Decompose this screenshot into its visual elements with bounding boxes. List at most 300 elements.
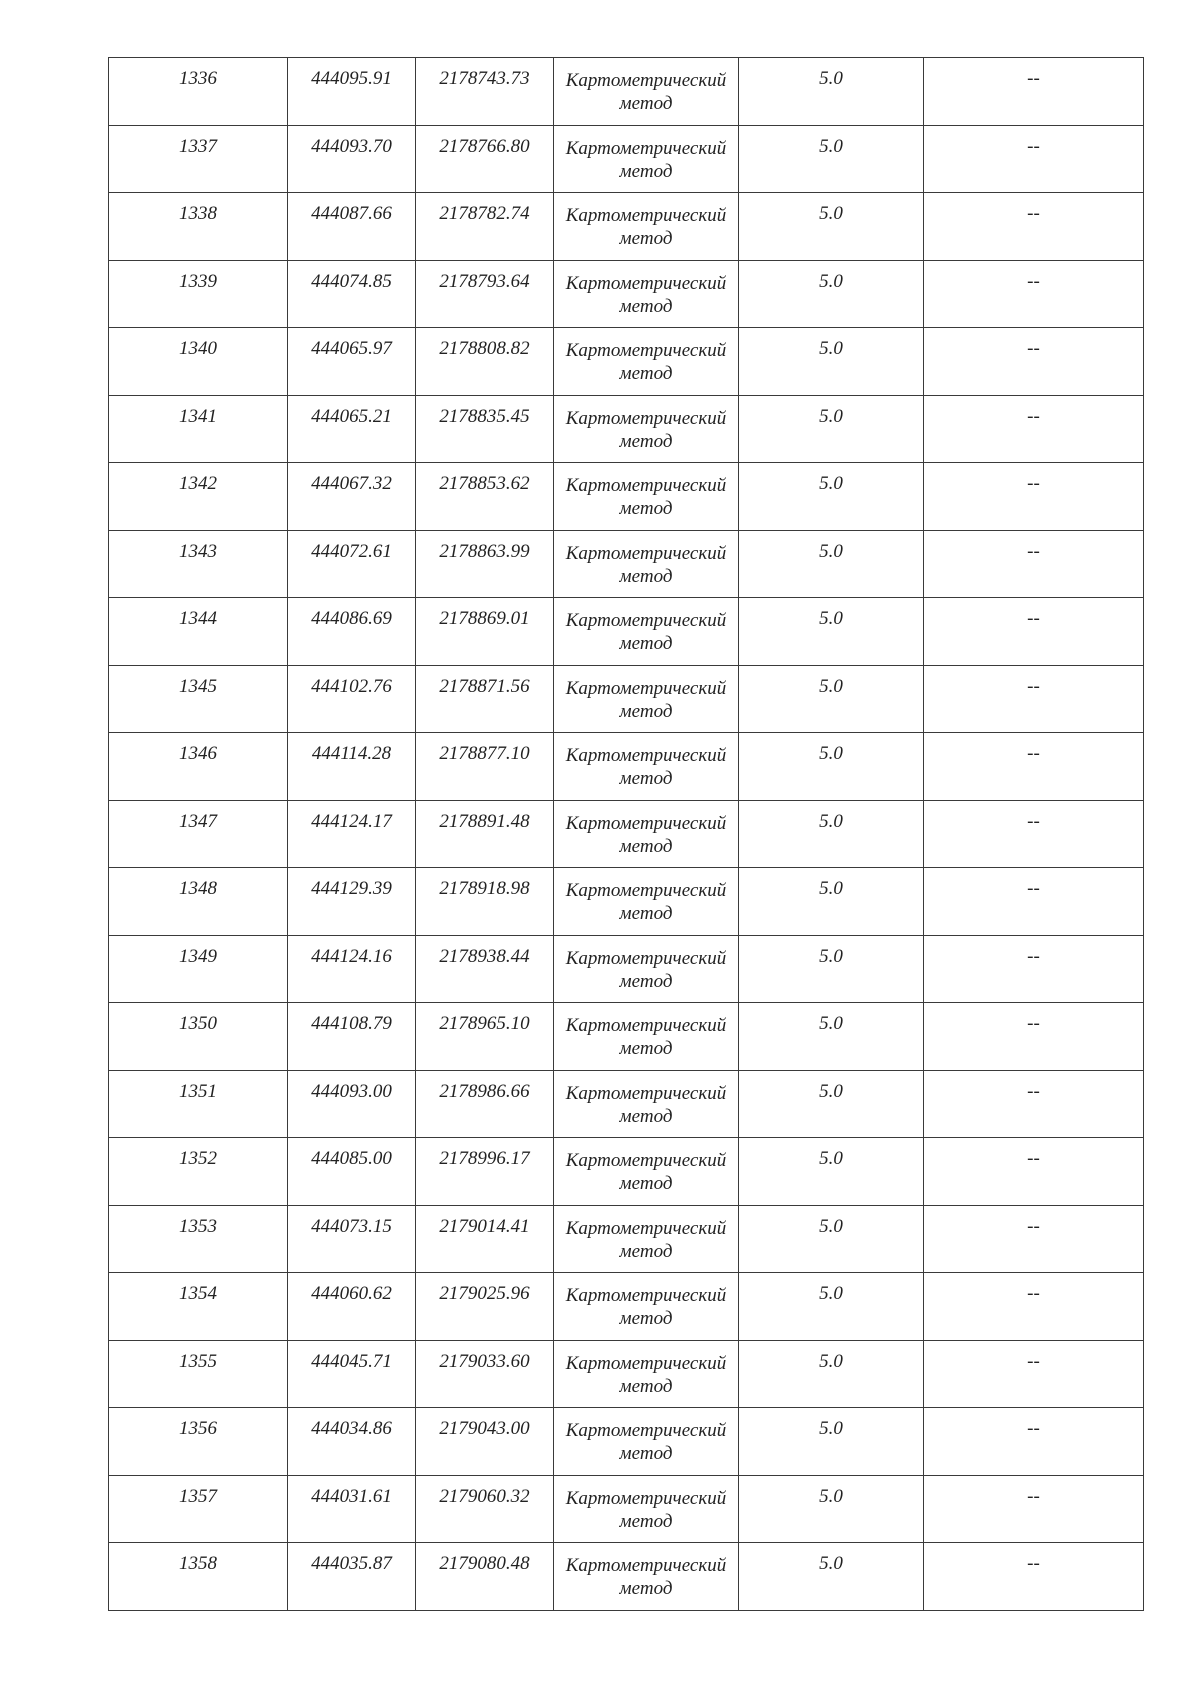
y-coordinate-cell [416,733,554,801]
note-cell [924,1543,1144,1611]
method-cell-text: Картометрический метод [565,340,727,384]
point-number-cell-text: 1356 [179,1418,217,1439]
point-number-cell-text: 1351 [179,1080,217,1102]
y-coordinate-cell-text: 2178877.10 [439,743,530,764]
method-cell-text: Картометрический метод [565,1285,727,1329]
accuracy-cell-text: 5.0 [819,540,843,562]
method-cell [554,1340,739,1408]
x-coordinate-cell-text: 444035.87 [311,1553,392,1574]
method-cell [554,395,739,463]
table-row [109,1408,1144,1476]
method-cell [554,1408,739,1476]
point-number-cell [109,800,288,868]
method-cell [554,530,739,598]
accuracy-cell-text: 5.0 [819,1283,843,1304]
accuracy-cell [739,1205,924,1273]
note-cell-text: -- [1027,743,1040,764]
method-cell [554,1273,739,1341]
y-coordinate-cell [416,1003,554,1071]
accuracy-cell-text: 5.0 [819,270,843,292]
table-row [109,328,1144,396]
note-cell-text: -- [1027,338,1040,359]
point-number-cell-text: 1343 [179,540,217,562]
table-row [109,1273,1144,1341]
accuracy-cell-text: 5.0 [819,1215,843,1237]
x-coordinate-cell [288,1340,416,1408]
table-row [109,530,1144,598]
y-coordinate-cell [416,193,554,261]
y-coordinate-cell-text: 2178743.73 [439,68,530,89]
accuracy-cell [739,1003,924,1071]
method-cell [554,1003,739,1071]
point-number-cell [109,395,288,463]
table-row [109,665,1144,733]
y-coordinate-cell [416,395,554,463]
y-coordinate-cell-text: 2178869.01 [439,608,530,629]
x-coordinate-cell-text: 444045.71 [311,1350,392,1372]
point-number-cell-text: 1354 [179,1283,217,1304]
accuracy-cell-text: 5.0 [819,878,843,899]
note-cell [924,193,1144,261]
accuracy-cell [739,1138,924,1206]
x-coordinate-cell-text: 444124.16 [311,945,392,967]
accuracy-cell-text: 5.0 [819,1013,843,1034]
x-coordinate-cell-text: 444034.86 [311,1418,392,1439]
table-row [109,935,1144,1003]
accuracy-cell [739,598,924,666]
table-row [109,1070,1144,1138]
note-cell [924,58,1144,126]
accuracy-cell-text: 5.0 [819,675,843,697]
x-coordinate-cell-text: 444114.28 [311,743,392,764]
point-number-cell-text: 1346 [179,743,217,764]
x-coordinate-cell [288,260,416,328]
note-cell [924,260,1144,328]
point-number-cell-text: 1345 [179,675,217,697]
method-cell-text: Картометрический метод [565,1150,727,1194]
method-cell-text: Картометрический метод [565,880,727,924]
method-cell-text: Картометрический метод [565,475,727,519]
y-coordinate-cell-text: 2179043.00 [439,1418,530,1439]
x-coordinate-cell [288,1475,416,1543]
note-cell-text: -- [1027,540,1040,562]
y-coordinate-cell-text: 2178793.64 [439,270,530,292]
x-coordinate-cell [288,1070,416,1138]
method-cell-text: Картометрический метод [565,1015,727,1059]
x-coordinate-cell-text: 444085.00 [311,1148,392,1169]
x-coordinate-cell-text: 444067.32 [311,473,392,494]
accuracy-cell [739,395,924,463]
x-coordinate-cell [288,935,416,1003]
y-coordinate-cell [416,1205,554,1273]
note-cell-text: -- [1027,1553,1040,1574]
x-coordinate-cell [288,193,416,261]
method-cell [554,463,739,531]
y-coordinate-cell [416,463,554,531]
point-number-cell [109,260,288,328]
note-cell [924,1408,1144,1476]
point-number-cell-text: 1344 [179,608,217,629]
accuracy-cell [739,1408,924,1476]
method-cell [554,58,739,126]
x-coordinate-cell-text: 444074.85 [311,270,392,292]
y-coordinate-cell-text: 2178871.56 [439,675,530,697]
accuracy-cell-text: 5.0 [819,1080,843,1102]
accuracy-cell-text: 5.0 [819,405,843,427]
point-number-cell [109,1138,288,1206]
y-coordinate-cell-text: 2178853.62 [439,473,530,494]
point-number-cell-text: 1338 [179,203,217,224]
note-cell-text: -- [1027,1350,1040,1372]
note-cell-text: -- [1027,675,1040,697]
method-cell [554,1138,739,1206]
note-cell-text: -- [1027,1215,1040,1237]
note-cell [924,868,1144,936]
y-coordinate-cell-text: 2178918.98 [439,878,530,899]
point-number-cell [109,1070,288,1138]
point-number-cell [109,1340,288,1408]
note-cell [924,800,1144,868]
y-coordinate-cell-text: 2178891.48 [439,810,530,832]
table-row [109,598,1144,666]
accuracy-cell-text: 5.0 [819,1418,843,1439]
point-number-cell-text: 1358 [179,1553,217,1574]
x-coordinate-cell-text: 444073.15 [311,1215,392,1237]
note-cell-text: -- [1027,1148,1040,1169]
accuracy-cell [739,1543,924,1611]
x-coordinate-cell [288,1543,416,1611]
x-coordinate-cell-text: 444108.79 [311,1013,392,1034]
accuracy-cell-text: 5.0 [819,1485,843,1507]
accuracy-cell [739,463,924,531]
x-coordinate-cell-text: 444093.00 [311,1080,392,1102]
accuracy-cell [739,868,924,936]
x-coordinate-cell [288,800,416,868]
x-coordinate-cell [288,598,416,666]
table-body [109,58,1144,1611]
y-coordinate-cell [416,1408,554,1476]
accuracy-cell [739,328,924,396]
note-cell-text: -- [1027,1080,1040,1102]
method-cell [554,260,739,328]
accuracy-cell [739,1273,924,1341]
x-coordinate-cell-text: 444093.70 [311,135,392,157]
note-cell [924,530,1144,598]
method-cell-text: Картометрический метод [565,745,727,789]
y-coordinate-cell-text: 2178766.80 [439,135,530,157]
y-coordinate-cell-text: 2178808.82 [439,338,530,359]
y-coordinate-cell [416,800,554,868]
accuracy-cell [739,260,924,328]
point-number-cell [109,58,288,126]
point-number-cell [109,1408,288,1476]
y-coordinate-cell [416,530,554,598]
accuracy-cell [739,733,924,801]
point-number-cell [109,1475,288,1543]
point-number-cell-text: 1352 [179,1148,217,1169]
x-coordinate-cell [288,328,416,396]
table-row [109,125,1144,193]
note-cell [924,733,1144,801]
accuracy-cell [739,125,924,193]
y-coordinate-cell [416,868,554,936]
x-coordinate-cell-text: 444087.66 [311,203,392,224]
accuracy-cell-text: 5.0 [819,810,843,832]
method-cell-text: Картометрический метод [565,1352,727,1397]
point-number-cell [109,328,288,396]
note-cell-text: -- [1027,68,1040,89]
accuracy-cell [739,800,924,868]
method-cell-text: Картометрический метод [565,1082,727,1127]
method-cell [554,935,739,1003]
point-number-cell-text: 1349 [179,945,217,967]
table-row [109,1003,1144,1071]
note-cell [924,463,1144,531]
note-cell [924,598,1144,666]
x-coordinate-cell [288,868,416,936]
accuracy-cell-text: 5.0 [819,1148,843,1169]
accuracy-cell-text: 5.0 [819,338,843,359]
x-coordinate-cell [288,1408,416,1476]
point-number-cell-text: 1347 [179,810,217,832]
note-cell [924,125,1144,193]
point-number-cell [109,1205,288,1273]
y-coordinate-cell [416,935,554,1003]
point-number-cell [109,125,288,193]
method-cell-text: Картометрический метод [565,137,727,182]
point-number-cell-text: 1339 [179,270,217,292]
method-cell [554,193,739,261]
x-coordinate-cell [288,463,416,531]
note-cell [924,1475,1144,1543]
y-coordinate-cell [416,260,554,328]
note-cell-text: -- [1027,203,1040,224]
y-coordinate-cell [416,58,554,126]
table-row [109,1205,1144,1273]
x-coordinate-cell [288,395,416,463]
note-cell-text: -- [1027,473,1040,494]
point-number-cell-text: 1357 [179,1485,217,1507]
note-cell [924,1003,1144,1071]
x-coordinate-cell [288,58,416,126]
note-cell [924,935,1144,1003]
method-cell [554,1205,739,1273]
point-number-cell-text: 1353 [179,1215,217,1237]
point-number-cell [109,463,288,531]
y-coordinate-cell-text: 2178835.45 [439,405,530,427]
point-number-cell-text: 1340 [179,338,217,359]
note-cell-text: -- [1027,1485,1040,1507]
point-number-cell-text: 1337 [179,135,217,157]
method-cell [554,1475,739,1543]
point-number-cell-text: 1336 [179,68,217,89]
point-number-cell [109,1273,288,1341]
accuracy-cell-text: 5.0 [819,68,843,89]
y-coordinate-cell-text: 2178986.66 [439,1080,530,1102]
table-row [109,868,1144,936]
note-cell [924,1138,1144,1206]
accuracy-cell [739,665,924,733]
point-number-cell [109,868,288,936]
note-cell [924,1205,1144,1273]
method-cell [554,598,739,666]
note-cell [924,328,1144,396]
point-number-cell-text: 1342 [179,473,217,494]
y-coordinate-cell [416,1543,554,1611]
table-row [109,58,1144,126]
note-cell-text: -- [1027,1283,1040,1304]
x-coordinate-cell-text: 444072.61 [311,540,392,562]
note-cell-text: -- [1027,135,1040,157]
accuracy-cell-text: 5.0 [819,203,843,224]
note-cell [924,395,1144,463]
table-row [109,463,1144,531]
point-number-cell [109,1543,288,1611]
accuracy-cell [739,193,924,261]
y-coordinate-cell [416,1475,554,1543]
y-coordinate-cell-text: 2178863.99 [439,540,530,562]
x-coordinate-cell [288,530,416,598]
point-number-cell-text: 1350 [179,1013,217,1034]
y-coordinate-cell-text: 2178965.10 [439,1013,530,1034]
note-cell-text: -- [1027,878,1040,899]
x-coordinate-cell [288,733,416,801]
x-coordinate-cell-text: 444086.69 [311,608,392,629]
note-cell-text: -- [1027,1013,1040,1034]
y-coordinate-cell [416,1273,554,1341]
table-row [109,1138,1144,1206]
accuracy-cell [739,1340,924,1408]
accuracy-cell [739,58,924,126]
method-cell-text: Картометрический метод [565,205,727,249]
y-coordinate-cell-text: 2179080.48 [439,1553,530,1574]
point-number-cell [109,193,288,261]
method-cell [554,800,739,868]
table-row [109,395,1144,463]
y-coordinate-cell [416,1138,554,1206]
accuracy-cell [739,1475,924,1543]
method-cell-text: Картометрический метод [565,677,727,722]
x-coordinate-cell [288,1138,416,1206]
method-cell-text: Картометрический метод [565,1217,727,1262]
x-coordinate-cell-text: 444065.97 [311,338,392,359]
table-row [109,1543,1144,1611]
accuracy-cell [739,1070,924,1138]
x-coordinate-cell-text: 444060.62 [311,1283,392,1304]
note-cell [924,1340,1144,1408]
y-coordinate-cell [416,1070,554,1138]
note-cell [924,1273,1144,1341]
accuracy-cell-text: 5.0 [819,743,843,764]
table-row [109,1340,1144,1408]
point-number-cell [109,733,288,801]
y-coordinate-cell-text: 2179025.96 [439,1283,530,1304]
note-cell-text: -- [1027,405,1040,427]
x-coordinate-cell [288,665,416,733]
point-number-cell [109,935,288,1003]
method-cell [554,868,739,936]
point-number-cell [109,530,288,598]
x-coordinate-cell-text: 444102.76 [311,675,392,697]
note-cell-text: -- [1027,945,1040,967]
x-coordinate-cell-text: 444065.21 [311,405,392,427]
x-coordinate-cell [288,1003,416,1071]
table-row [109,260,1144,328]
table-row [109,733,1144,801]
y-coordinate-cell [416,598,554,666]
y-coordinate-cell-text: 2178996.17 [439,1148,530,1169]
x-coordinate-cell-text: 444124.17 [311,810,392,832]
point-number-cell [109,1003,288,1071]
x-coordinate-cell-text: 444129.39 [311,878,392,899]
method-cell-text: Картометрический метод [565,407,727,452]
method-cell-text: Картометрический метод [565,70,727,114]
note-cell [924,665,1144,733]
note-cell-text: -- [1027,270,1040,292]
table-row [109,193,1144,261]
y-coordinate-cell-text: 2178938.44 [439,945,530,967]
accuracy-cell-text: 5.0 [819,135,843,157]
note-cell-text: -- [1027,810,1040,832]
method-cell-text: Картометрический метод [565,610,727,654]
method-cell [554,1070,739,1138]
method-cell-text: Картометрический метод [565,1487,727,1532]
method-cell [554,665,739,733]
y-coordinate-cell-text: 2179033.60 [439,1350,530,1372]
x-coordinate-cell-text: 444031.61 [311,1485,392,1507]
method-cell-text: Картометрический метод [565,812,727,857]
accuracy-cell-text: 5.0 [819,1553,843,1574]
y-coordinate-cell [416,125,554,193]
x-coordinate-cell [288,125,416,193]
accuracy-cell [739,530,924,598]
accuracy-cell-text: 5.0 [819,1350,843,1372]
y-coordinate-cell-text: 2178782.74 [439,203,530,224]
method-cell [554,328,739,396]
y-coordinate-cell [416,665,554,733]
method-cell-text: Картометрический метод [565,542,727,587]
method-cell [554,733,739,801]
y-coordinate-cell-text: 2179060.32 [439,1485,530,1507]
method-cell-text: Картометрический метод [565,947,727,992]
note-cell-text: -- [1027,1418,1040,1439]
note-cell [924,1070,1144,1138]
coordinates-table [108,57,1144,1611]
accuracy-cell-text: 5.0 [819,945,843,967]
method-cell-text: Картометрический метод [565,1420,727,1464]
method-cell-text: Картометрический метод [565,272,727,317]
point-number-cell [109,598,288,666]
y-coordinate-cell [416,1340,554,1408]
y-coordinate-cell [416,328,554,396]
accuracy-cell-text: 5.0 [819,608,843,629]
accuracy-cell [739,935,924,1003]
table-row [109,1475,1144,1543]
method-cell [554,1543,739,1611]
x-coordinate-cell [288,1205,416,1273]
x-coordinate-cell-text: 444095.91 [311,68,392,89]
note-cell-text: -- [1027,608,1040,629]
accuracy-cell-text: 5.0 [819,473,843,494]
method-cell-text: Картометрический метод [565,1555,727,1599]
point-number-cell-text: 1355 [179,1350,217,1372]
point-number-cell-text: 1341 [179,405,217,427]
x-coordinate-cell [288,1273,416,1341]
table-row [109,800,1144,868]
method-cell [554,125,739,193]
point-number-cell [109,665,288,733]
point-number-cell-text: 1348 [179,878,217,899]
